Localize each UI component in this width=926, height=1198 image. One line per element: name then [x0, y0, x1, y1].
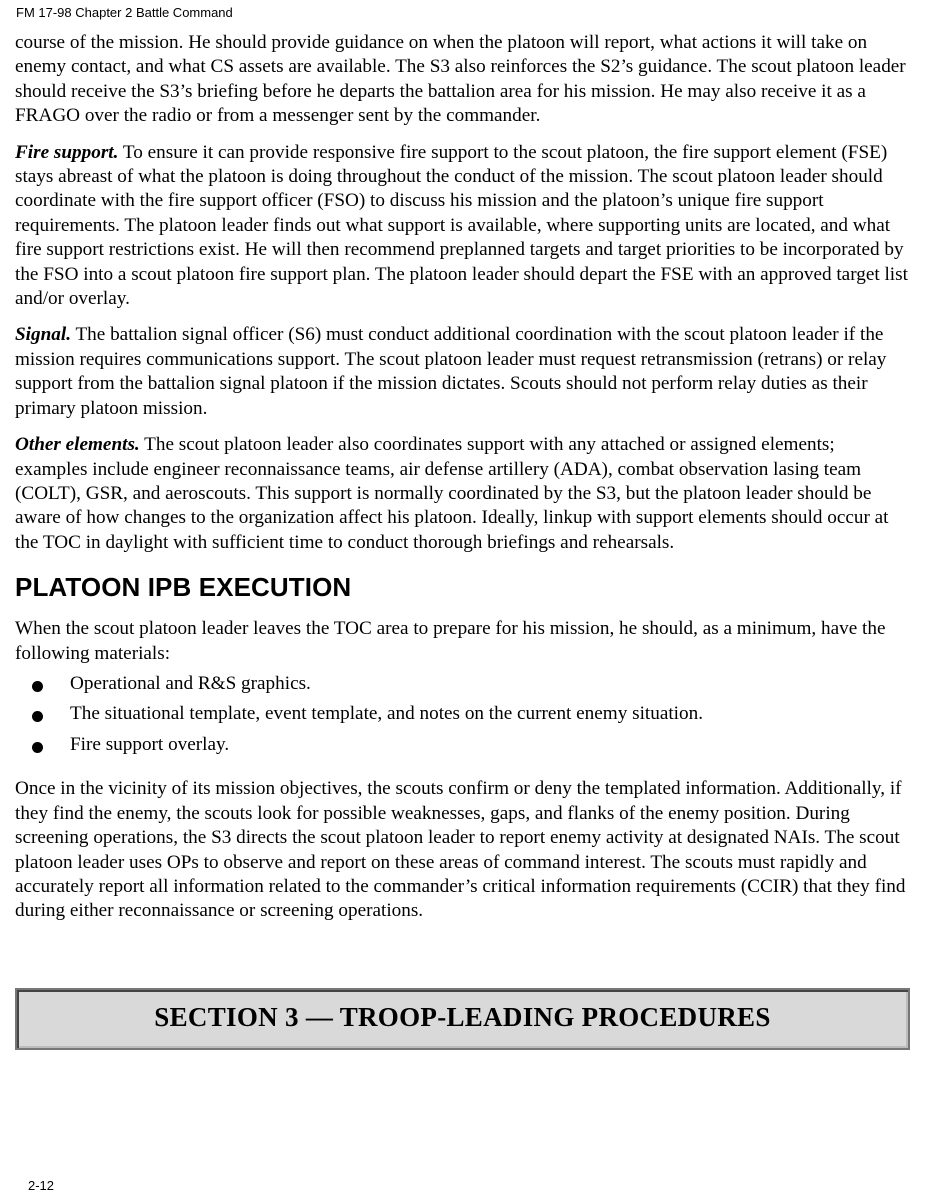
page-body — [15, 31, 910, 924]
paragraph-fire-support — [15, 141, 910, 312]
lead-in-signal: Signal. — [15, 324, 71, 346]
paragraph-ipb-intro: When the scout platoon leader leaves the TOC area to prepare for his mission, he should, as a minimum, have the following materials: — [15, 618, 886, 664]
materials-list — [15, 672, 910, 764]
bullet-icon — [32, 681, 43, 692]
section-banner — [15, 988, 910, 1050]
paragraph-intro: course of the mission. He should provide guidance on when the platoon will report, what actions it will take on enemy contact, and what CS assets are available. The S3 also reinforces the S2’s guidance. The scout platoon leader should receive the S3’s briefing before he departs the battalion area for his mission. He may also receive it as a FRAGO over the radio or from a messenger sent by the commander. — [15, 32, 906, 127]
list-item — [15, 702, 910, 733]
lead-in-fire-support: Fire support. — [15, 141, 119, 163]
list-item-text: Fire support overlay. — [70, 733, 230, 755]
paragraph-fire-support-text: To ensure it can provide responsive fire support to the scout platoon, the fire support element (FSE) stays abreast of what the platoon is doing throughout the conduct of the mission. The scout platoon leader should coordinate with the fire support officer (FSO) to discuss his mission and the platoon’s unique fire support requirements. The platoon leader finds out what support is available, where supporting units are located, and what fire support restrictions exist. He will then recommend preplanned targets and target priorities to be incorporated by the FSO into a scout platoon fire support plan. The platoon leader should depart the FSE with an approved target list and/or overlay. — [15, 141, 908, 310]
bullet-icon — [32, 742, 43, 753]
paragraph-signal — [15, 323, 910, 421]
running-head: FM 17-98 Chapter 2 Battle Command — [16, 5, 233, 20]
list-item-text: The situational template, event template, and notes on the current enemy situation. — [70, 703, 703, 725]
list-item — [15, 733, 910, 764]
paragraph-other-elements — [15, 433, 910, 555]
page-number: 2-12 — [28, 1178, 55, 1193]
paragraph-ipb-closing: Once in the vicinity of its mission objectives, the scouts confirm or deny the templated information. Additionally, if they find the enemy, the scouts look for possible weaknesses, gaps, and flanks of the enemy position. During screening operations, the S3 directs the scout platoon leader to report enemy activity at designated NAIs. The scout platoon leader uses OPs to observe and report on these areas of command interest. The scouts must rapidly and accurately report all information related to the commander’s critical information requirements (CCIR) that they find during either reconnaissance or screening operations. — [15, 778, 906, 922]
lead-in-other-elements: Other elements. — [15, 434, 140, 456]
bullet-icon — [32, 711, 43, 722]
heading-platoon-ipb-execution: PLATOON IPB EXECUTION — [15, 572, 352, 603]
list-item-text: Operational and R&S graphics. — [70, 672, 311, 694]
paragraph-other-elements-text: The scout platoon leader also coordinates support with any attached or assigned elements; examples include engineer reconnaissance teams, air defense artillery (ADA), combat observation lasing team (COLT), GSR, and aeroscouts. This support is normally coordinated by the S3, but the platoon leader should be aware of how changes to the organization affect his platoon. Ideally, linkup with support elements should occur at the TOC in daylight with sufficient time to conduct thorough briefings and rehearsals. — [15, 434, 889, 553]
list-item — [15, 672, 910, 703]
section-banner-title: SECTION 3 — TROOP-LEADING PROCEDURES — [154, 1002, 771, 1032]
paragraph-signal-text: The battalion signal officer (S6) must conduct additional coordination with the scout platoon leader if the mission requires communications support. The scout platoon leader must request retransmission (retrans) or relay support from the battalion signal platoon if the mission dictates. Scouts should not perform relay duties as their primary platoon mission. — [15, 324, 887, 419]
